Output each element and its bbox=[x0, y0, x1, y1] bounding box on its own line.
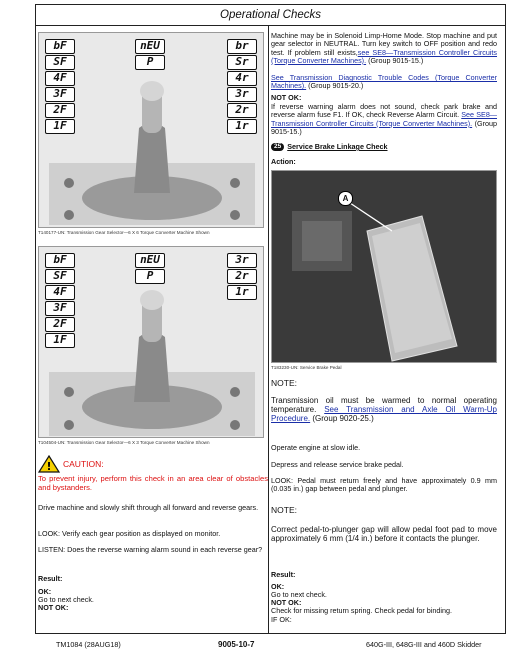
notok-text: Check for missing return spring. Check pedal for binding. bbox=[271, 606, 452, 615]
warning-triangle-icon bbox=[38, 455, 60, 473]
brake-pedal-drawing bbox=[272, 171, 497, 363]
gear-code: 2r bbox=[227, 269, 257, 284]
gear-code: 4F bbox=[45, 285, 75, 300]
footer-manual-id: TM1084 (28AUG18) bbox=[56, 640, 121, 649]
listen-instruction: LISTEN: Does the reverse warning alarm sound in each reverse gear? bbox=[38, 545, 263, 554]
depress-instruction: Depress and release service brake pedal. bbox=[271, 460, 404, 469]
note-paragraph: Transmission oil must be warmed to normal operating temperature. See Transmission and Axle Oil Warm-Up Procedure. (Group 9020-25.) bbox=[271, 396, 497, 424]
reverse-codes bbox=[227, 253, 257, 300]
gear-selector-6x6-image bbox=[38, 32, 264, 228]
image-caption: T183230-UN: Service Brake Pedal bbox=[271, 365, 342, 370]
ok-label: OK: bbox=[271, 582, 285, 591]
gear-code: SF bbox=[45, 269, 75, 284]
gear-code: Sr bbox=[227, 55, 257, 70]
gear-code: nEU bbox=[135, 39, 165, 54]
gear-code: bF bbox=[45, 39, 75, 54]
column-divider bbox=[268, 26, 269, 634]
neutral-park-codes bbox=[135, 253, 165, 284]
look-instruction: LOOK: Verify each gear position as displayed on monitor. bbox=[38, 529, 221, 538]
footer-page-number: 9005-10-7 bbox=[218, 640, 255, 649]
svg-text:!: ! bbox=[46, 460, 52, 473]
limp-home-paragraph: Machine may be in Solenoid Limp-Home Mode. Stop machine and put gear selector in NEUTRAL. Turn key switch to OFF position and redo test. If problem still exists,see SE8—Transmission Controller Circuits (Torque Converter Machines). (Group 9015-15.) bbox=[271, 31, 498, 65]
warm-up-link[interactable]: See Transmission and Axle Oil Warm-Up Procedure. bbox=[271, 405, 497, 424]
note2-paragraph: Correct pedal-to-plunger gap will allow pedal foot pad to move approximately 6 mm (1/4 in.) before it contacts the plunger. bbox=[271, 525, 497, 544]
caution-text: To prevent injury, perform this check in an area clear of obstacles and bystanders. bbox=[38, 474, 268, 492]
notok-label: NOT OK: bbox=[271, 598, 302, 607]
gear-code: 2r bbox=[227, 103, 257, 118]
dtc-link[interactable]: See Transmission Diagnostic Trouble Codes (Torque Converter Machines). bbox=[271, 73, 497, 91]
gear-code: 2F bbox=[45, 103, 75, 118]
se8-link[interactable]: See SE8—Transmission Controller Circuits (Torque Converter Machines). bbox=[271, 110, 497, 128]
gear-selector-6x3-image bbox=[38, 246, 264, 438]
gear-code: 4F bbox=[45, 71, 75, 86]
notok-label: NOT OK: bbox=[271, 93, 302, 102]
gear-code: 1r bbox=[227, 285, 257, 300]
action-label: Action: bbox=[271, 157, 296, 166]
gear-code: bF bbox=[45, 253, 75, 268]
step-title: Service Brake Linkage Check bbox=[287, 142, 388, 151]
notok-label: NOT OK: bbox=[38, 603, 69, 612]
image-caption: T140177-UN: Transmission Gear Selector—6 X 6 Torque Converter Machine Shown bbox=[38, 230, 210, 235]
note2-label: NOTE: bbox=[271, 505, 297, 515]
se8-link[interactable]: see SE8—Transmission Controller Circuits (Torque Converter Machines). bbox=[271, 47, 498, 65]
gear-code: 2F bbox=[45, 317, 75, 332]
page-title: Operational Checks bbox=[35, 4, 506, 26]
gear-code: 3r bbox=[227, 253, 257, 268]
drive-instruction: Drive machine and slowly shift through all forward and reverse gears. bbox=[38, 503, 259, 512]
gear-code: 3F bbox=[45, 87, 75, 102]
neutral-park-codes bbox=[135, 39, 165, 70]
caution-notice bbox=[38, 455, 268, 492]
ok-label: OK: bbox=[38, 587, 52, 596]
caution-label: CAUTION: bbox=[63, 459, 104, 469]
gear-code: 1F bbox=[45, 119, 75, 134]
result-label: Result: bbox=[271, 570, 296, 579]
image-caption: T104504-UN: Transmission Gear Selector—6 X 3 Torque Converter Machine Shown bbox=[38, 440, 210, 445]
gear-code: 3F bbox=[45, 301, 75, 316]
alarm-paragraph: If reverse warning alarm does not sound, check park brake and reverse alarm fuse F1. If OK, check Reverse Alarm Circuit. See SE8—Transmission Controller Circuits (Torque Converter Machines). (Group 9015-15.) bbox=[271, 102, 497, 136]
gear-code: 1F bbox=[45, 333, 75, 348]
step-heading bbox=[271, 143, 497, 151]
forward-codes bbox=[45, 253, 75, 348]
footer-model: 640G-III, 648G-III and 460D Skidder bbox=[366, 640, 482, 649]
if-ok-label: IF OK: bbox=[271, 615, 292, 624]
gear-code: nEU bbox=[135, 253, 165, 268]
gear-code: SF bbox=[45, 55, 75, 70]
gear-code: 3r bbox=[227, 87, 257, 102]
gear-code: br bbox=[227, 39, 257, 54]
ok-text: Go to next check. bbox=[271, 590, 327, 599]
gear-code: P bbox=[135, 55, 165, 70]
ok-text: Go to next check. bbox=[38, 595, 94, 604]
step-number-badge: 25 bbox=[271, 143, 284, 151]
gear-code: 1r bbox=[227, 119, 257, 134]
callout-a: A bbox=[338, 191, 353, 206]
service-brake-pedal-image bbox=[271, 170, 497, 363]
dtc-paragraph: See Transmission Diagnostic Trouble Codes (Torque Converter Machines). (Group 9015-20.) bbox=[271, 73, 497, 91]
gear-code: P bbox=[135, 269, 165, 284]
operate-instruction: Operate engine at slow idle. bbox=[271, 443, 361, 452]
gear-code: 4r bbox=[227, 71, 257, 86]
look-instruction: LOOK: Pedal must return freely and have approximately 0.9 mm (0.035 in.) gap between pedal and plunger. bbox=[271, 476, 497, 494]
reverse-codes bbox=[227, 39, 257, 134]
result-label: Result: bbox=[38, 574, 63, 583]
forward-codes bbox=[45, 39, 75, 134]
note-label: NOTE: bbox=[271, 378, 297, 388]
